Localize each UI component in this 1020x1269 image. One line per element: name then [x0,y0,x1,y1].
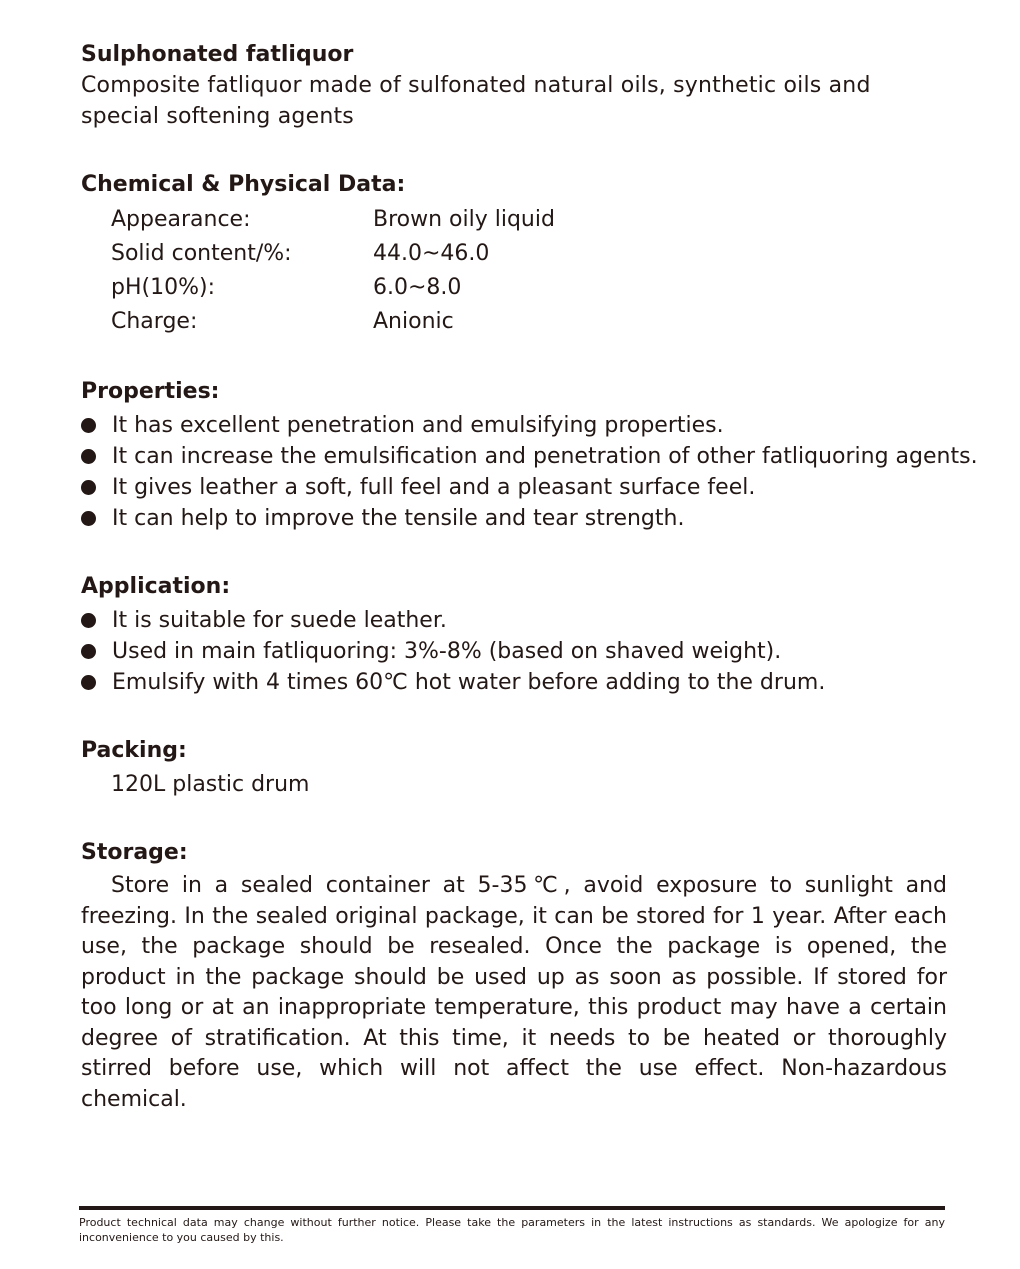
bullet-icon [81,480,96,495]
list-item-text: It gives leather a soft, full feel and a pleasant surface feel. [112,475,756,500]
list-item [81,472,947,503]
data-value: Anionic [373,309,454,334]
list-item-text: It can help to improve the tensile and tear strength. [112,506,685,531]
list-item [81,605,947,636]
data-row-appearance [81,203,947,237]
bullet-icon [81,644,96,659]
bullet-icon [81,418,96,433]
properties-list [81,410,978,534]
packing-section [81,736,947,800]
list-item-text: It can increase the emulsification and penetration of other fatliquoring agents. [112,444,978,469]
list-item [81,503,947,534]
footer-divider [79,1206,945,1210]
data-row-charge [81,305,947,339]
application-list [81,605,947,698]
data-label: Solid content/%: [111,241,292,266]
product-description: Composite fatliquor made of sulfonated natural oils, synthetic oils and special softening agents [81,73,871,129]
data-label: Appearance: [111,207,251,232]
chemical-data-heading: Chemical & Physical Data: [81,172,406,197]
packing-text: 120L plastic drum [111,772,310,797]
bullet-icon [81,613,96,628]
storage-text: Store in a sealed container at 5-35℃, avoid exposure to sunlight and freezing. In the sealed original package, it can be stored for 1 year. After each use, the package should be resealed. Once the package is opened, the product in the package should be used up as soon as possible. If stored for too long or at an inappropriate temperature, this product may have a certain degree of stratification. At this time, it needs to be heated or thoroughly stirred before use, which will not affect the use effect. Non-hazardous chemical. [81,873,947,1112]
chemical-data-section [81,170,947,339]
storage-section [81,838,947,1115]
list-item-text: Emulsify with 4 times 60℃ hot water before adding to the drum. [112,670,826,695]
bullet-icon [81,675,96,690]
packing-heading: Packing: [81,738,187,763]
document-body [81,40,978,1115]
data-value: 44.0~46.0 [373,241,490,266]
properties-section [81,377,978,534]
footer-disclaimer: Product technical data may change without further notice. Please take the parameters in the latest instructions as standards. We apologize for any inconvenience to you caused by this. [79,1216,945,1244]
list-item [81,441,978,472]
footer [79,1206,945,1245]
data-row-ph [81,271,947,305]
list-item [81,667,947,698]
application-section [81,572,947,698]
storage-heading: Storage: [81,840,188,865]
list-item-text: Used in main fatliquoring: 3%-8% (based on shaved weight). [112,639,782,664]
data-label: pH(10%): [111,275,215,300]
list-item-text: It is suitable for suede leather. [112,608,447,633]
bullet-icon [81,511,96,526]
list-item-text: It has excellent penetration and emulsifying properties. [112,413,724,438]
data-value: Brown oily liquid [373,207,555,232]
properties-heading: Properties: [81,379,220,404]
product-title: Sulphonated fatliquor [81,42,354,67]
data-value: 6.0~8.0 [373,275,462,300]
data-row-solid-content [81,237,947,271]
application-heading: Application: [81,574,231,599]
list-item [81,410,947,441]
list-item [81,636,947,667]
data-label: Charge: [111,309,198,334]
bullet-icon [81,449,96,464]
